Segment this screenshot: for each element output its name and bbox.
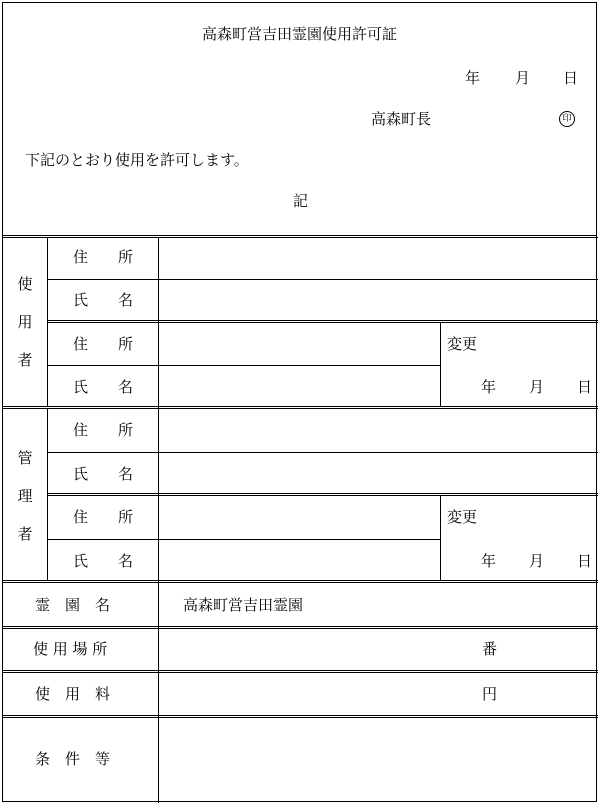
manager-change-label: 変更 bbox=[447, 508, 478, 526]
manager-change-year: 年 bbox=[481, 552, 497, 570]
divider bbox=[47, 365, 440, 366]
cemetery-name-value: 高森町営吉田霊園 bbox=[183, 596, 304, 614]
manager-change-day: 日 bbox=[577, 552, 593, 570]
permit-title: 高森町営吉田霊園使用許可証 bbox=[201, 25, 397, 43]
ki-heading: 記 bbox=[293, 192, 309, 210]
user-change-label: 変更 bbox=[447, 335, 478, 353]
divider bbox=[440, 496, 441, 581]
user-change-address-label: 住 所 bbox=[73, 335, 134, 353]
user-name-label: 氏 名 bbox=[73, 291, 134, 309]
permit-header bbox=[3, 3, 596, 236]
user-change-name-label: 氏 名 bbox=[73, 378, 134, 396]
manager-address-label: 住 所 bbox=[73, 421, 134, 439]
divider bbox=[47, 493, 598, 496]
divider bbox=[3, 237, 598, 238]
permit-statement: 下記のとおり使用を許可します。 bbox=[25, 151, 249, 169]
divider bbox=[3, 670, 598, 673]
conditions-label: 条 件 等 bbox=[35, 750, 111, 768]
user-change-month: 月 bbox=[529, 378, 545, 396]
user-change-year: 年 bbox=[481, 378, 497, 396]
divider bbox=[3, 580, 598, 583]
permit-document bbox=[2, 2, 597, 802]
manager-change-month: 月 bbox=[529, 552, 545, 570]
issuer-name: 高森町長 bbox=[371, 110, 432, 128]
location-unit: 番 bbox=[482, 640, 498, 658]
manager-section-label: 管 理 者 bbox=[17, 449, 33, 543]
divider bbox=[47, 279, 598, 280]
manager-name-label: 氏 名 bbox=[73, 465, 134, 483]
seal-icon: 印 bbox=[559, 111, 575, 127]
fee-unit: 円 bbox=[482, 685, 498, 703]
issue-date-month: 月 bbox=[515, 69, 531, 87]
divider bbox=[3, 406, 598, 409]
divider bbox=[47, 539, 440, 540]
user-change-day: 日 bbox=[577, 378, 593, 396]
manager-change-address-label: 住 所 bbox=[73, 508, 134, 526]
fee-label: 使 用 料 bbox=[35, 685, 111, 703]
divider bbox=[47, 320, 598, 323]
issue-date-day: 日 bbox=[563, 69, 579, 87]
user-section-label: 使 用 者 bbox=[17, 275, 33, 369]
divider bbox=[47, 452, 598, 453]
cemetery-name-label: 霊 園 名 bbox=[35, 596, 111, 614]
user-address-label: 住 所 bbox=[73, 248, 134, 266]
manager-change-name-label: 氏 名 bbox=[73, 552, 134, 570]
divider bbox=[440, 323, 441, 407]
divider bbox=[3, 715, 598, 718]
issue-date-year: 年 bbox=[465, 69, 481, 87]
divider bbox=[3, 626, 598, 629]
location-label: 使 用 場 所 bbox=[33, 640, 108, 658]
